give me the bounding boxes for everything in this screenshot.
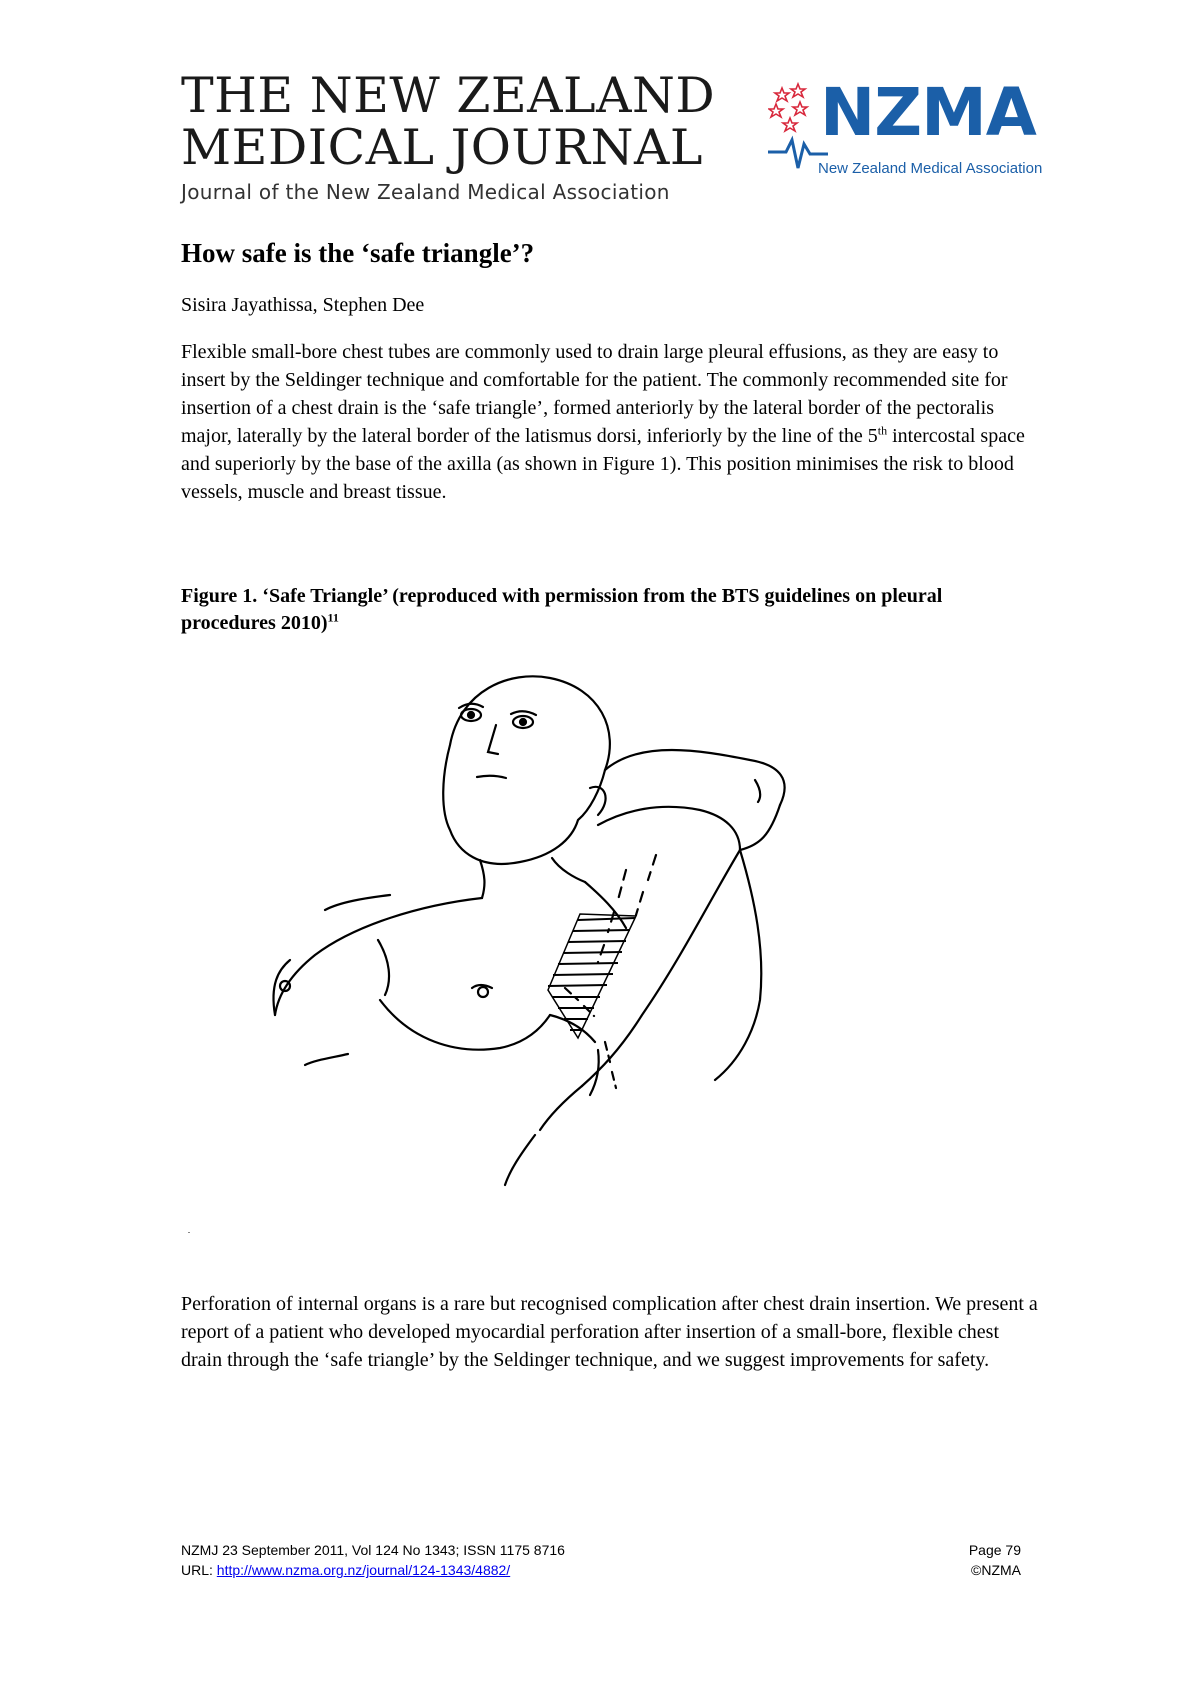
paragraph-intro-text-a: Flexible small-bore chest tubes are commonly used to drain large pleural effusions, as they are easy to insert by the Seldinger technique and comfortable for the patient. The commonly recommended site for insertion of a chest drain is the ‘safe triangle’, formed anteriorly by the lateral border of the pectoralis major, laterally by the lateral border of the latismus dorsi, inferiorly by the line of the 5 [181,341,1008,447]
footer-url-row [181,1562,1021,1578]
article-authors: Sisira Jayathissa, Stephen Dee [181,294,425,316]
safe-triangle-illustration [180,670,1040,1230]
safe-triangle-figure [180,670,1040,1230]
footer-url-link[interactable]: http://www.nzma.org.nz/journal/124-1343/4882/ [216,1562,511,1578]
stray-mark [188,1232,190,1233]
figure-caption [181,583,1041,637]
footer-url-label: URL: [181,1562,217,1578]
footer-page-number: Page 79 [968,1542,1021,1558]
nzma-logo [768,74,1043,182]
logo-association-name: New Zealand Medical Association [818,160,1043,177]
journal-subtitle: Journal of the New Zealand Medical Association [181,180,670,204]
ordinal-superscript: th [877,423,888,438]
footer-citation-row [181,1542,1021,1558]
logo-acronym: NZMA [820,74,1036,151]
journal-masthead [181,67,716,204]
article-title: How safe is the ‘safe triangle’? [181,238,535,268]
footer-copyright: ©NZMA [971,1562,1021,1578]
paragraph-case: Perforation of internal organs is a rare but recognised complication after chest drain insertion. We present a report of a patient who developed myocardial perforation after insertion of a small-bore, flexible chest drain through the ‘safe triangle’ by the Seldinger technique, and we suggest improvements for safety. [181,1293,1038,1371]
paragraph-intro [181,338,1041,506]
journal-title-line2: MEDICAL JOURNAL [181,119,703,176]
reference-superscript: 11 [327,610,339,625]
paragraph-intro-text-b: intercostal space and superiorly by the base of the axilla (as shown in Figure 1). This position minimises the risk to blood vessels, muscle and breast tissue. [181,425,1025,503]
journal-title-line1: THE NEW ZEALAND [181,67,716,124]
figure-caption-text: Figure 1. ‘Safe Triangle’ (reproduced with permission from the BTS guidelines on pleural procedures 2010) [181,585,943,634]
footer-citation: NZMJ 23 September 2011, Vol 124 No 1343; ISSN 1175 8716 [181,1542,565,1558]
